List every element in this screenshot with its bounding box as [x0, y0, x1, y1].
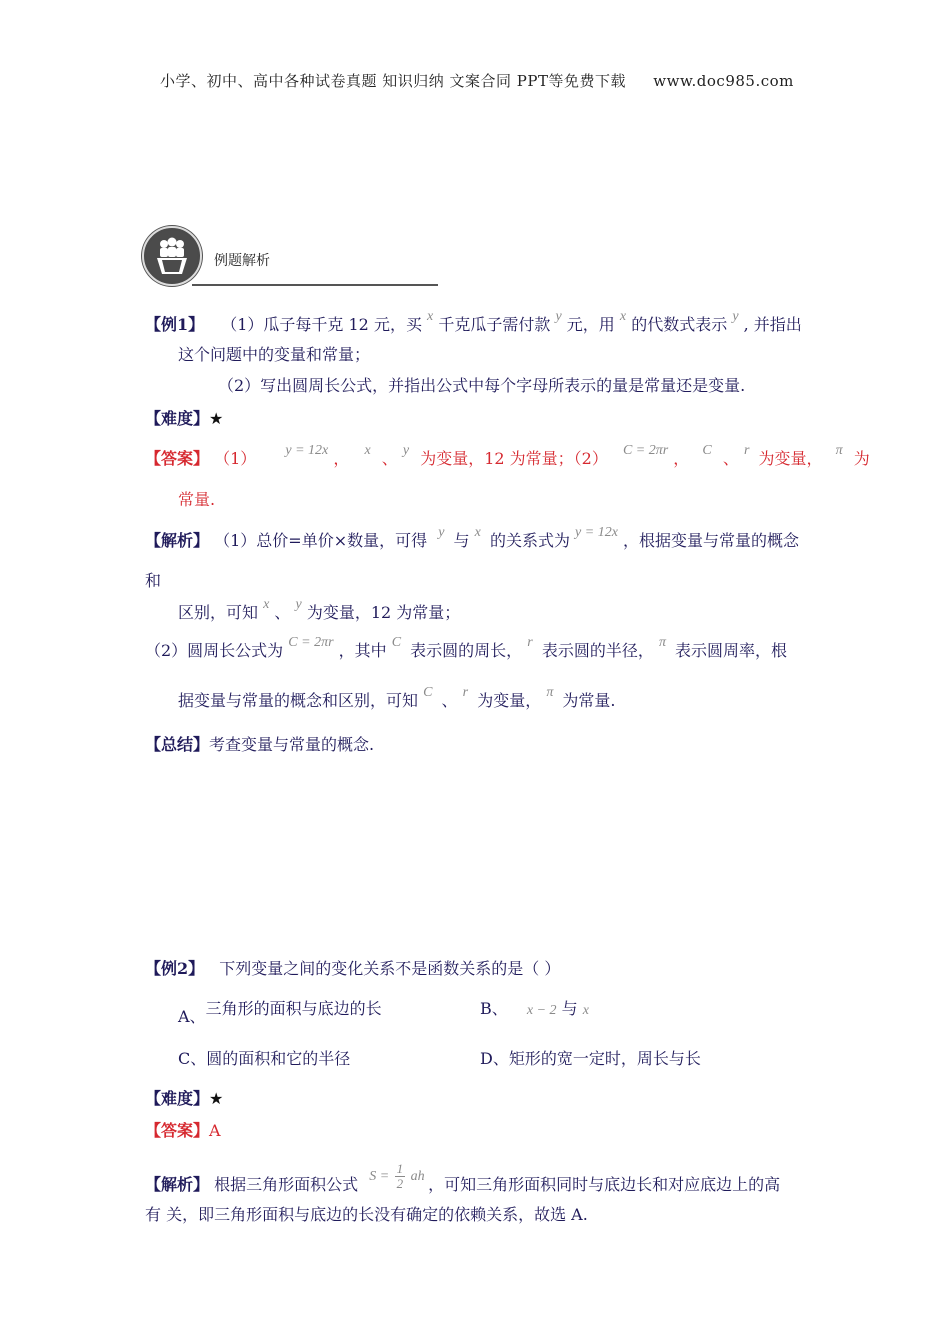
difficulty-label: 【难度】 — [145, 409, 210, 428]
analysis-text: 为变量， — [477, 691, 542, 710]
ex1-answer-line2: 常量. — [178, 490, 216, 509]
option-b-text: 与 — [561, 999, 578, 1018]
ex2-analysis-line2: 有 关，即三角形面积与底边的长没有确定的依赖关系，故选 A. — [145, 1205, 588, 1224]
math-pi: π — [835, 443, 843, 458]
math-c2pir: C = 2πr — [622, 443, 669, 458]
option-a-prefix: A、 — [178, 1007, 206, 1026]
math-y: y — [295, 597, 302, 612]
ex1-text: 元，用 — [566, 315, 615, 334]
math-x: x — [619, 309, 627, 324]
math-y: y — [732, 309, 739, 324]
analysis-text: 根据三角形面积公式 — [214, 1175, 359, 1194]
ex1-summary — [145, 732, 374, 755]
analysis-label: 【解析】 — [145, 1175, 210, 1194]
ex1-line2: 这个问题中的变量和常量； — [178, 345, 371, 364]
answer-label: 【答案】 — [145, 449, 210, 468]
option-d[interactable]: D、矩形的宽一定时，周长与长 — [480, 1049, 701, 1068]
analysis-text: 表示圆的半径， — [541, 641, 654, 660]
analysis-text: 、 — [441, 691, 458, 710]
math-x: x — [263, 597, 270, 612]
ex1-tag: 【例1】 — [145, 315, 205, 334]
summary-label: 【总结】 — [145, 735, 210, 754]
analysis-text: 区别，可知 — [178, 603, 259, 622]
page-header — [160, 70, 794, 91]
math-ah: ah — [410, 1169, 425, 1184]
answer-text: 为 — [853, 449, 870, 468]
analysis-text: 为常量. — [562, 691, 616, 710]
option-b[interactable] — [480, 996, 589, 1019]
math-y: y — [438, 525, 445, 540]
ex1-text: （1）瓜子每千克 12 元，买 — [221, 315, 422, 334]
math-r: r — [462, 685, 469, 700]
math-x: x — [474, 525, 481, 540]
math-c2pir: C = 2πr — [288, 635, 334, 650]
analysis-text: 表示圆的周长， — [410, 641, 523, 660]
analysis-text: ，其中 — [338, 641, 387, 660]
ex1-analysis — [145, 525, 800, 551]
math-x: x — [427, 309, 434, 324]
ex2-answer — [145, 1118, 221, 1141]
math-y: y — [555, 309, 562, 324]
analysis-text: 为变量，12 为常量； — [306, 603, 461, 622]
answer-text: ， — [673, 449, 690, 468]
math-s-lhs: S = — [369, 1169, 390, 1184]
section-title: 例题解析 — [214, 253, 270, 269]
answer-text: 为变量，12 为常量；（2） — [420, 449, 608, 468]
header-site[interactable]: www.doc985.com — [653, 72, 794, 90]
analysis-text: 表示圆周率，根 — [675, 641, 788, 660]
math-C: C — [702, 443, 712, 458]
math-C: C — [391, 635, 402, 650]
analysis-text: （2）圆周长公式为 — [145, 641, 284, 660]
math-x: x — [582, 1003, 589, 1018]
option-c[interactable]: C、圆的面积和它的半径 — [178, 1049, 351, 1068]
answer-text: （1） — [214, 449, 257, 468]
ex2-question — [145, 956, 560, 979]
option-a[interactable] — [178, 996, 382, 1026]
ex2-analysis — [145, 1161, 781, 1201]
ex1-analysis-and: 和 — [145, 571, 162, 590]
math-C: C — [423, 685, 433, 700]
answer-text: 为变量， — [758, 449, 823, 468]
math-pi: π — [658, 635, 666, 650]
ex1-analysis-line3 — [145, 635, 788, 661]
difficulty-stars: ★ — [209, 409, 224, 428]
ex1-part2: （2）写出圆周长公式，并指出公式中每个字母所表示的量是常量还是变量. — [218, 376, 746, 395]
math-pi: π — [546, 685, 554, 700]
ex1-answer — [145, 443, 870, 469]
ex1-line1 — [145, 309, 802, 335]
math-r: r — [743, 443, 750, 458]
analysis-label: 【解析】 — [145, 531, 210, 550]
ex2-tag: 【例2】 — [145, 959, 205, 978]
answer-text: ， — [333, 449, 350, 468]
section-underline — [192, 284, 438, 286]
ex2-difficulty — [145, 1086, 223, 1109]
math-frac-num: 1 — [396, 1161, 404, 1177]
math-frac-den: 2 — [396, 1176, 404, 1192]
ex1-text: , 并指出 — [743, 315, 802, 334]
math-r: r — [527, 635, 533, 650]
option-b-prefix: B、 — [480, 999, 508, 1018]
answer-text: 、 — [722, 449, 739, 468]
difficulty-label: 【难度】 — [145, 1089, 210, 1108]
ex1-analysis-line4 — [178, 685, 616, 711]
answer-value: A — [209, 1121, 221, 1140]
section-heading — [140, 226, 300, 286]
analysis-text: 与 — [453, 531, 470, 550]
analysis-text: 的关系式为 — [489, 531, 570, 550]
ex1-difficulty — [145, 406, 223, 429]
math-y12x: y = 12x — [285, 443, 329, 458]
math-xminus2: x − 2 — [526, 1003, 557, 1018]
math-y: y — [402, 443, 410, 458]
ex1-text: 的代数式表示 — [631, 315, 728, 334]
math-x: x — [364, 443, 371, 458]
summary-text: 考查变量与常量的概念. — [209, 735, 375, 754]
analysis-text: ，根据变量与常量的概念 — [623, 531, 800, 550]
analysis-text: ，可知三角形面积同时与底边长和对应底边上的高 — [428, 1175, 781, 1194]
option-a-text: 三角形的面积与底边的长 — [205, 999, 382, 1018]
analysis-text: 、 — [274, 603, 291, 622]
answer-label: 【答案】 — [145, 1121, 210, 1140]
header-text: 小学、初中、高中各种试卷真题 知识归纳 文案合同 PPT等免费下载 — [160, 72, 626, 90]
section-icon — [142, 226, 202, 286]
ex1-text: 千克瓜子需付款 — [438, 315, 551, 334]
analysis-text: 据变量与常量的概念和区别，可知 — [178, 691, 419, 710]
math-area-formula — [369, 1161, 428, 1192]
ex2-question-text: 下列变量之间的变化关系不是函数关系的是（ ） — [219, 959, 561, 978]
analysis-text: （1）总价=单价×数量，可得 — [214, 531, 428, 550]
ex1-analysis-line2 — [178, 597, 461, 623]
difficulty-stars: ★ — [209, 1089, 224, 1108]
math-frac — [395, 1162, 406, 1191]
answer-text: 、 — [381, 449, 398, 468]
math-y12x: y = 12x — [575, 525, 618, 540]
